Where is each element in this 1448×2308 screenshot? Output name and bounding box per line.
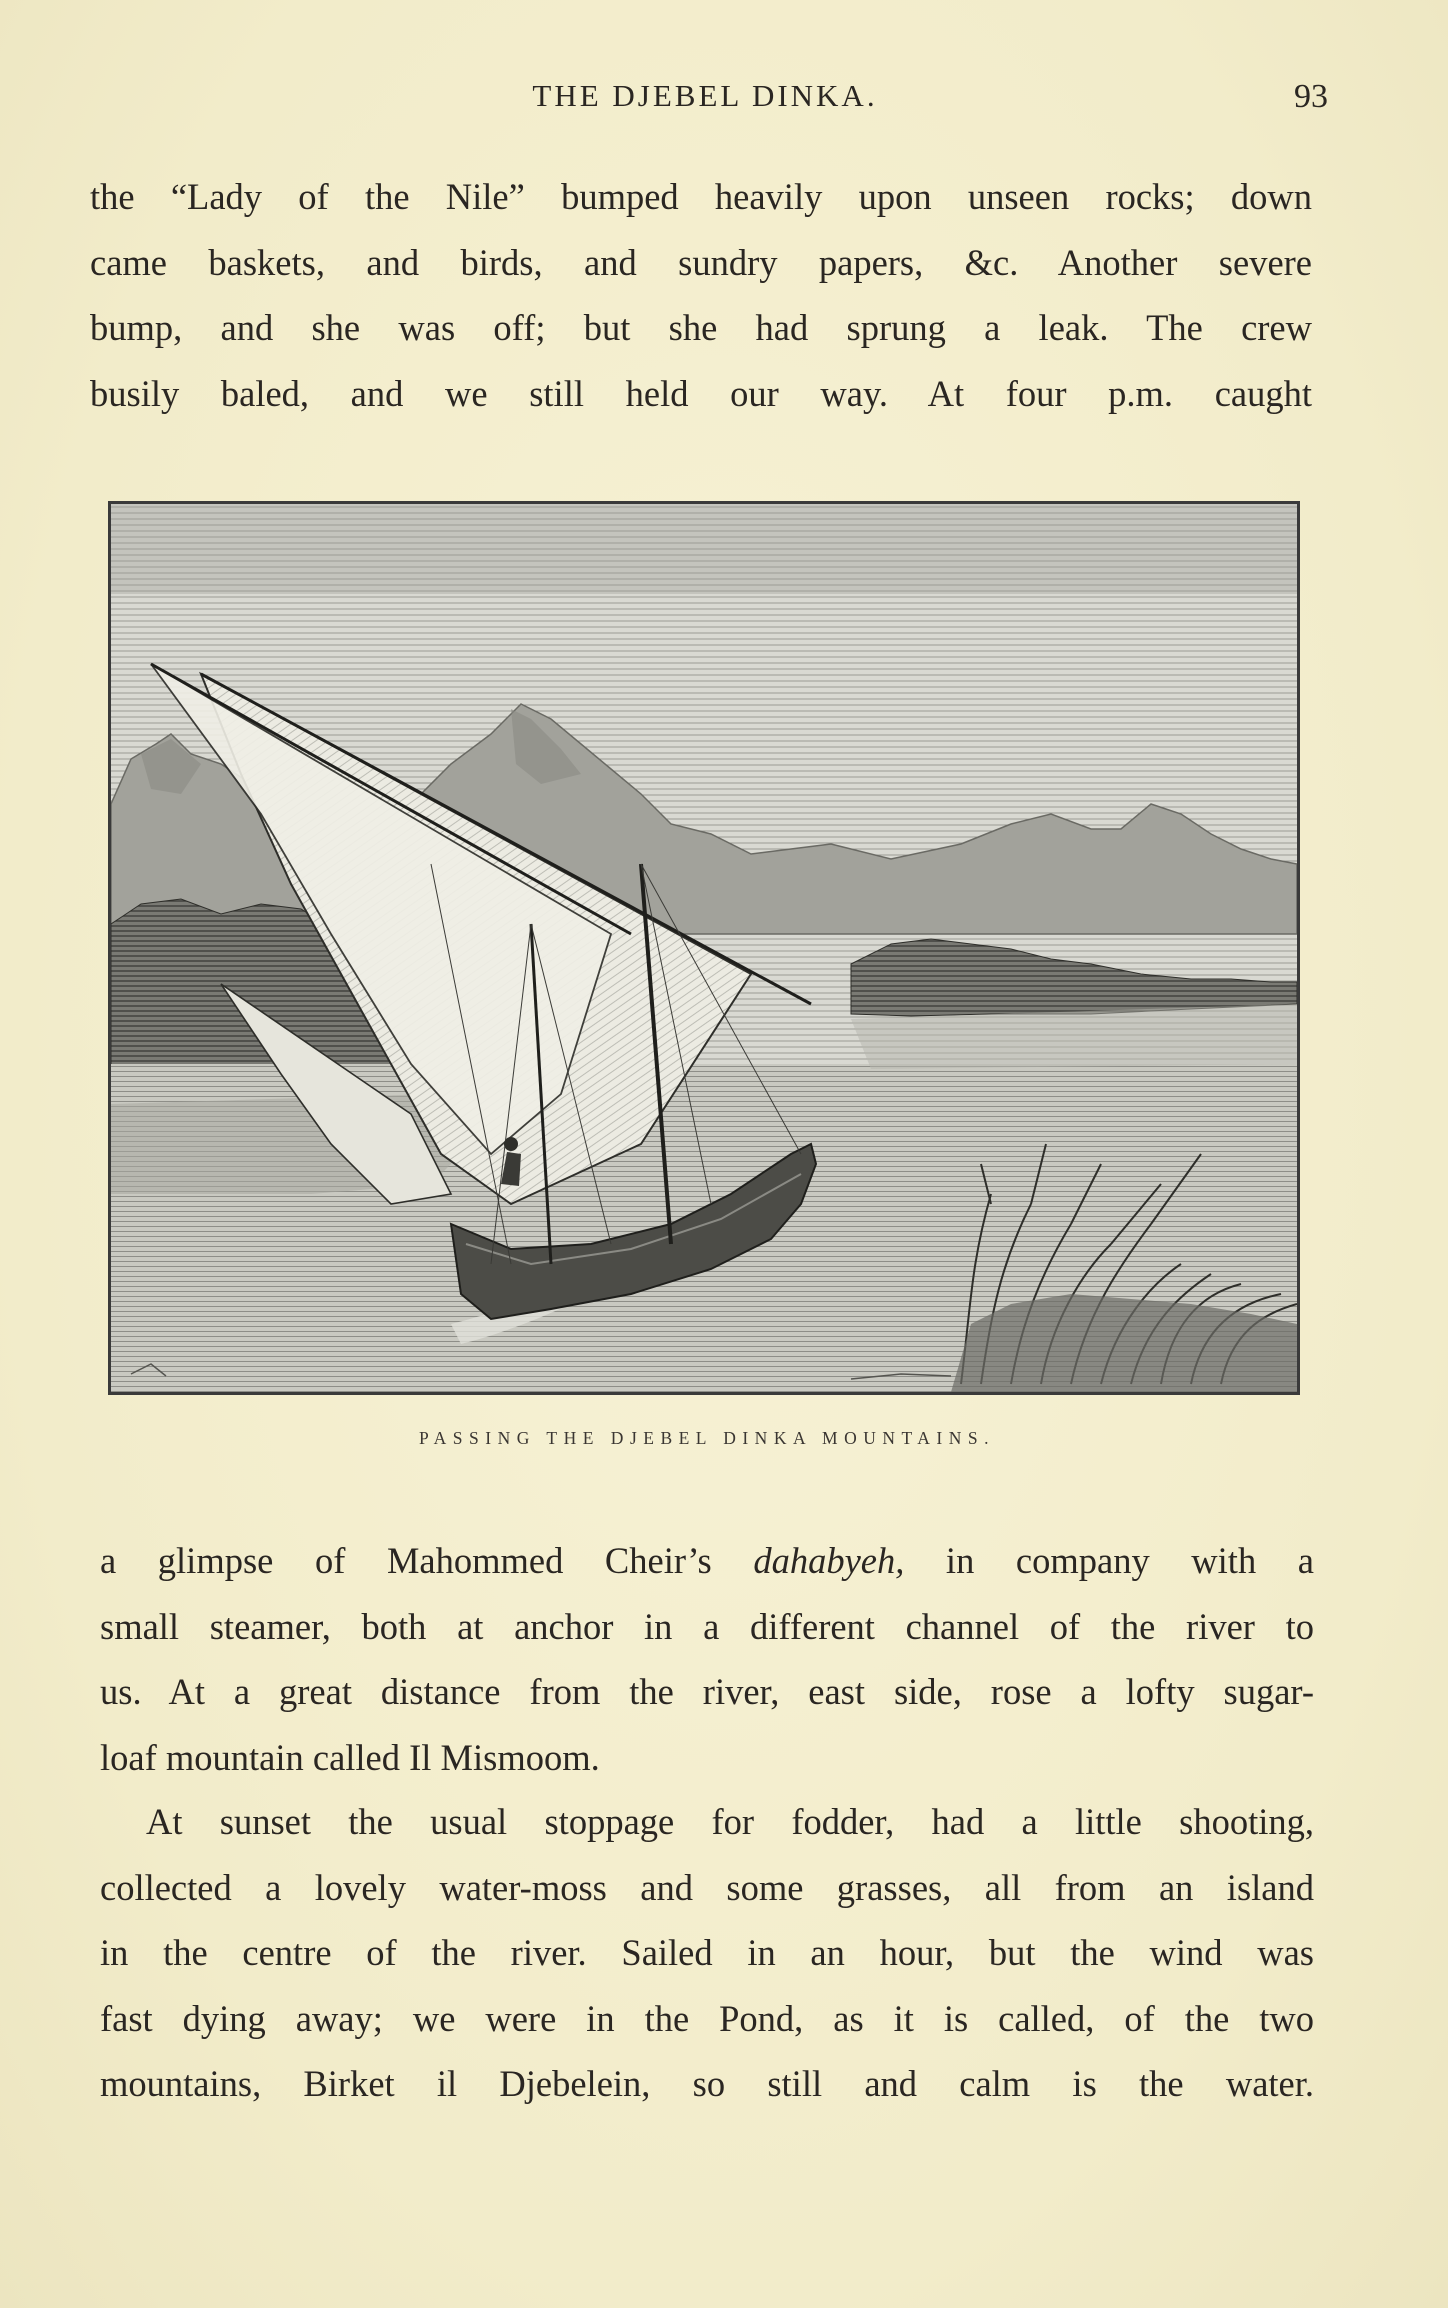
paragraph-2 <box>100 1528 1314 1790</box>
text-line: loaf mountain called Il Mismoom. <box>100 1736 600 1778</box>
illustration-caption: PASSING THE DJEBEL DINKA MOUNTAINS. <box>419 1428 995 1448</box>
engraving-illustration <box>108 501 1300 1395</box>
paragraph-3 <box>100 1789 1314 2117</box>
text-line: At sunset the usual stoppage for fodder, had a little shooting, <box>146 1801 1314 1842</box>
paragraph-1 <box>90 164 1312 426</box>
text-span: a glimpse of Mahommed Cheir’s <box>100 1540 754 1581</box>
text-line: came baskets, and birds, and sundry papers, &c. Another severe <box>90 241 1312 283</box>
running-title: THE DJEBEL DINKA. <box>532 78 878 113</box>
text-line: collected a lovely water-moss and some grasses, all from an island <box>100 1866 1314 1908</box>
text-line: the “Lady of the Nile” bumped heavily upon unseen rocks; down <box>90 176 1312 217</box>
text-line: us. At a great distance from the river, east side, rose a lofty sugar- <box>100 1671 1314 1712</box>
text-line: busily baled, and we still held our way. At four p.m. caught <box>90 372 1312 414</box>
text-line: in the centre of the river. Sailed in an hour, but the wind was <box>100 1932 1314 1973</box>
text-line <box>100 1528 1314 1594</box>
text-span: in company with a <box>904 1540 1314 1581</box>
running-head <box>90 78 1328 122</box>
page-number: 93 <box>1294 78 1328 115</box>
text-line: small steamer, both at anchor in a different channel of the river to <box>100 1605 1314 1647</box>
text-line: fast dying away; we were in the Pond, as it is called, of the two <box>100 1997 1314 2039</box>
text-line: bump, and she was off; but she had sprung a leak. The crew <box>90 307 1312 348</box>
italic-term: dahabyeh, <box>753 1540 905 1581</box>
text-line: mountains, Birket il Djebelein, so still and calm is the water. <box>100 2063 1314 2104</box>
